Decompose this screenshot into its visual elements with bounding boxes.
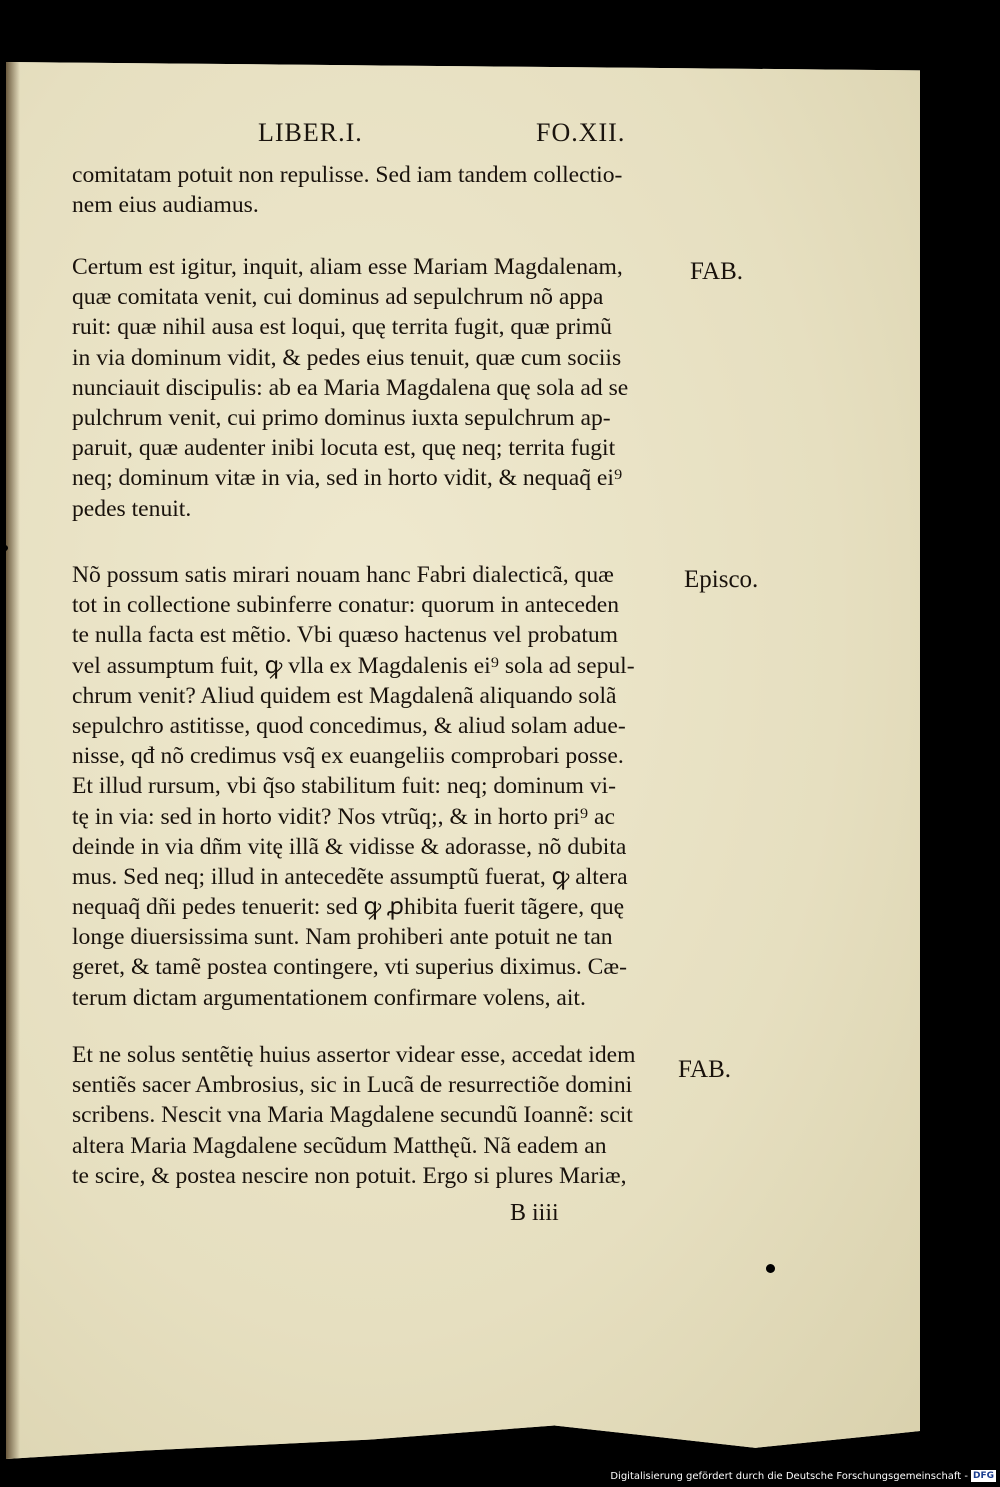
page-header [0, 118, 1000, 158]
text-line: pulchrum venit, cui primo dominus iuxta sepulchrum ap- [72, 404, 611, 431]
text-line: nunciauit discipulis: ab ea Maria Magdalena quę sola ad se [72, 374, 629, 401]
text-block-3 [72, 560, 682, 1013]
text-line: scribens. Nescit vna Maria Magdalene secundũ Ioannẽ: scit [72, 1102, 633, 1129]
text-line: ruit: quæ nihil ausa est loqui, quę territa fugit, quæ primũ [72, 314, 612, 341]
dfg-logo: DFG [972, 1471, 994, 1481]
text-line: Certum est igitur, inquit, aliam esse Mariam Magdalenam, [72, 254, 623, 280]
text-line: tę in via: sed in horto vidit? Nos vtrũq;, & in horto pri⁹ ac [72, 803, 615, 830]
text-line: terum dictam argumentationem confirmare volens, ait. [72, 984, 586, 1011]
text-line: altera Maria Magdalene secũdum Matthęũ. Nã eadem an [72, 1132, 607, 1159]
ink-spot [766, 1264, 775, 1273]
signature-mark: B iiii [510, 1200, 559, 1226]
text-line: neq; dominum vitæ in via, sed in horto vidit, & nequaq̃ ei⁹ [72, 465, 623, 492]
text-line: paruit, quæ audenter inibi locuta est, quę neq; territa fugit [72, 435, 616, 462]
text-line: sentiẽs sacer Ambrosius, sic in Lucã de resurrectiõe domini [72, 1072, 633, 1099]
text-line: Et illud rursum, vbi q̃so stabilitum fuit: neq; dominum vi- [72, 773, 616, 800]
text-line: te scire, & postea nescire non potuit. Ergo si plures Mariæ, [72, 1162, 627, 1189]
text-line: vel assumptum fuit, ꝙ vlla ex Magdalenis ei⁹ sola ad sepul- [72, 652, 635, 679]
text-line: longe diuersissima sunt. Nam prohiberi ante potuit ne tan [72, 924, 613, 951]
text-block-2 [72, 252, 682, 524]
text-block-4 [72, 1040, 682, 1191]
text-line: tot in collectione subinferre conatur: quorum in anteceden [72, 592, 620, 619]
folio-number: FO.XII. [536, 118, 626, 147]
speaker-label: FAB. [678, 1056, 732, 1083]
credit-text: Digitalisierung gefördert durch die Deutsche Forschungsgemeinschaft - [610, 1471, 968, 1482]
text-line: geret, & tamẽ postea contingere, vti superius diximus. Cæ- [72, 954, 627, 981]
text-line: chrum venit? Aliud quidem est Magdalenã aliquando solã [72, 682, 617, 709]
text-line: te nulla facta est mẽtio. Vbi quæso hactenus vel probatum [72, 622, 619, 649]
text-line: sepulchro astitisse, quod concedimus, & aliud solam adue- [72, 712, 626, 739]
text-line: nisse, qđ nõ credimus vsq̃ ex euangeliis comprobari posse. [72, 743, 624, 770]
running-title: LIBER.I. [258, 118, 363, 147]
text-block-1 [72, 160, 682, 220]
text-line: pedes tenuit. [72, 495, 192, 522]
text-line: mus. Sed neq; illud in antecedẽte assumptũ fuerat, ꝙ altera [72, 863, 628, 890]
text-line: Et ne solus sentẽtię huius assertor videar esse, accedat idem [72, 1042, 636, 1068]
digitization-credit [0, 1467, 996, 1487]
ink-spot [2, 545, 8, 551]
text-line: nequaq̃ dñi pedes tenuerit: sed ꝙ ꝓhibita fuerit tãgere, quę [72, 894, 625, 921]
text-line: Nõ possum satis mirari nouam hanc Fabri dialecticã, quæ [72, 562, 614, 588]
text-line: deinde in via dñm vitę illã & vidisse & adorasse, nõ dubita [72, 833, 627, 860]
text-line: comitatam potuit non repulisse. Sed iam tandem collectio- [72, 162, 623, 188]
text-line: quæ comitata venit, cui dominus ad sepulchrum nõ appa [72, 284, 604, 311]
text-line: in via dominum vidit, & pedes eius tenuit, quæ cum sociis [72, 344, 622, 371]
speaker-label: Episco. [684, 566, 759, 593]
speaker-label: FAB. [690, 258, 744, 285]
text-line: nem eius audiamus. [72, 192, 259, 219]
